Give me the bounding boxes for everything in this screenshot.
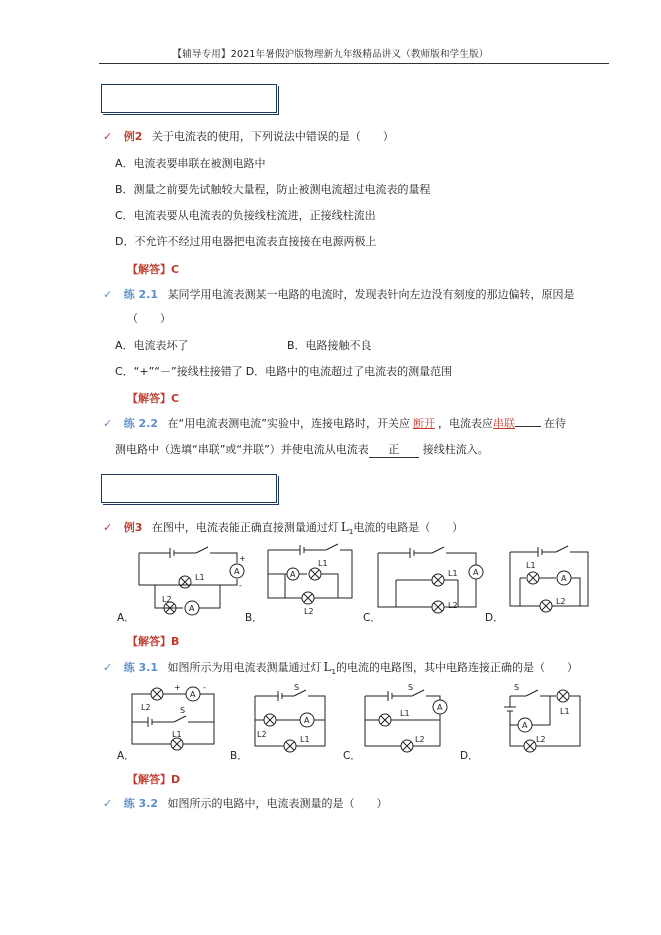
question-stem-end: 的电流的电路图，其中电路连接正确的是（ ） <box>335 661 578 674</box>
lamp-label: L2 <box>162 595 172 604</box>
question-stem: 某同学用电流表测某一电路的电流时，发现表针向左边没有刻度的那边偏转，原因是 <box>167 288 575 301</box>
ammeter-label: A <box>437 703 443 712</box>
lamp-label: L2 <box>415 735 425 744</box>
lamp-label: L1 <box>560 707 570 716</box>
circuit-b <box>268 544 352 604</box>
lamp-symbol: L <box>323 660 332 674</box>
circuit-c <box>365 690 447 752</box>
question-stem: 关于电流表的使用，下列说法中错误的是（ ） <box>151 130 394 143</box>
practice-2-2-question <box>103 417 566 431</box>
lamp-label: L1 <box>300 735 310 744</box>
practice-label: 练 2.1 <box>123 288 159 301</box>
ammeter-label: A <box>234 567 240 576</box>
check-icon: ✓ <box>103 661 113 674</box>
answer: 【解答】C <box>127 392 180 405</box>
example-2-question <box>103 130 394 144</box>
circuit-a <box>132 687 214 750</box>
text-part: 在待 <box>543 417 566 430</box>
option-c-d <box>115 365 452 379</box>
check-icon: ✓ <box>103 521 113 534</box>
section-title-box <box>101 84 277 113</box>
check-icon: ✓ <box>103 288 113 301</box>
example-3-question <box>103 520 463 539</box>
ammeter-label: A <box>190 690 196 699</box>
lamp-label: L1 <box>172 730 182 739</box>
lamp-label: L1 <box>448 569 458 578</box>
switch-label: S <box>294 683 300 692</box>
header-rule <box>99 63 609 64</box>
minus-label: - <box>239 581 242 590</box>
ammeter-label: A <box>473 568 479 577</box>
practice-2-2-line2 <box>115 443 489 458</box>
switch-label: S <box>180 706 186 715</box>
answer-blank-3 <box>369 443 419 458</box>
answer-blank-2: 串联 <box>492 417 515 430</box>
check-icon: ✓ <box>103 797 113 810</box>
answer: 【解答】B <box>127 635 180 648</box>
ammeter-label: A <box>304 716 310 725</box>
option-b: B．电路接触不良 <box>287 339 372 352</box>
lamp-label: L1 <box>526 561 536 570</box>
choice-d: D． <box>460 750 479 762</box>
lamp-label: L1 <box>195 573 205 582</box>
option-c: C．“+”“－”接线柱接错了 <box>115 365 243 378</box>
lamp-label: L2 <box>304 607 314 616</box>
question-stem-end: 电流的电路是（ ） <box>353 521 464 534</box>
answer-fill: 正 <box>388 443 400 456</box>
circuit-c <box>378 547 483 613</box>
practice-3-1-question <box>103 660 578 679</box>
lamp-label: L2 <box>448 601 458 610</box>
minus-label: - <box>203 683 206 692</box>
choice-d: D． <box>485 612 504 624</box>
switch-label: S <box>514 683 520 692</box>
circuit-b <box>255 690 325 752</box>
ammeter-label: A <box>290 570 296 579</box>
question-stem: 在图中，电流表能正确直接测量通过灯 <box>151 521 339 534</box>
lamp-label: L1 <box>318 559 328 568</box>
ammeter-label: A <box>189 604 195 613</box>
switch-label: S <box>408 683 414 692</box>
choice-b: B． <box>230 750 248 762</box>
ammeter-label: A <box>561 574 567 583</box>
question-stem: 如图所示的电路中，电流表测量的是（ ） <box>167 797 388 810</box>
question-stem: 如图所示为用电流表测量通过灯 <box>167 661 322 674</box>
option-a: A．电流表要串联在被测电路中 <box>115 157 266 170</box>
lamp-label: L2 <box>556 597 566 606</box>
example-label: 例3 <box>123 521 143 534</box>
blank-line <box>515 426 541 427</box>
text-part: 接线柱流入。 <box>422 443 489 456</box>
practice-label: 练 3.1 <box>123 661 159 674</box>
choice-a: A． <box>117 750 135 762</box>
check-icon: ✓ <box>103 130 113 143</box>
text-part: 测电路中（选填“串联”或“并联”）并使电流从电流表 <box>115 443 369 456</box>
lamp-subscript: 1 <box>348 528 354 537</box>
plus-label: + <box>174 683 181 692</box>
answer-blank-1: 断开 <box>412 417 435 430</box>
answer: 【解答】D <box>127 773 181 786</box>
choice-b: B． <box>245 612 263 624</box>
practice-label: 练 3.2 <box>123 797 159 810</box>
choice-a: A． <box>117 612 135 624</box>
answer: 【解答】C <box>127 263 180 276</box>
example-label: 例2 <box>123 130 143 143</box>
circuit-d <box>510 546 588 612</box>
question-stem-cont: （ ） <box>127 312 171 325</box>
text-part: ，电流表应 <box>437 417 493 430</box>
page-header: 【辅导专用】2021年暑假沪版物理新九年级精品讲义（教师版和学生版） <box>172 49 489 60</box>
option-d: D．电路中的电流超过了电流表的测量范围 <box>245 365 453 378</box>
practice-3-2-question <box>103 797 388 811</box>
example-3-circuits <box>110 540 610 630</box>
lamp-label: L2 <box>257 730 267 739</box>
choice-c: C． <box>363 612 381 624</box>
plus-label: + <box>239 554 246 563</box>
lamp-symbol: L <box>340 520 349 534</box>
practice-label: 练 2.2 <box>123 417 159 430</box>
option-b: B．测量之前要先试触较大量程，防止被测电流超过电流表的量程 <box>115 183 431 196</box>
lamp-label: L1 <box>400 709 410 718</box>
choice-c: C． <box>343 750 361 762</box>
option-d: D．不允许不经过用电器把电流表直接接在电源两极上 <box>115 235 377 248</box>
lamp-label: L2 <box>141 703 151 712</box>
text-part: 在“用电流表测电流”实验中，连接电路时，开关应 <box>167 417 410 430</box>
lamp-subscript: 1 <box>331 668 336 677</box>
check-icon: ✓ <box>103 417 113 430</box>
option-c: C．电流表要从电流表的负接线柱流进，正接线柱流出 <box>115 209 376 222</box>
section-title-box <box>101 474 277 503</box>
practice-2-1-question <box>103 288 575 302</box>
lamp-label: L2 <box>536 735 546 744</box>
ammeter-label: A <box>522 721 528 730</box>
option-a: A．电流表坏了 <box>115 339 189 352</box>
